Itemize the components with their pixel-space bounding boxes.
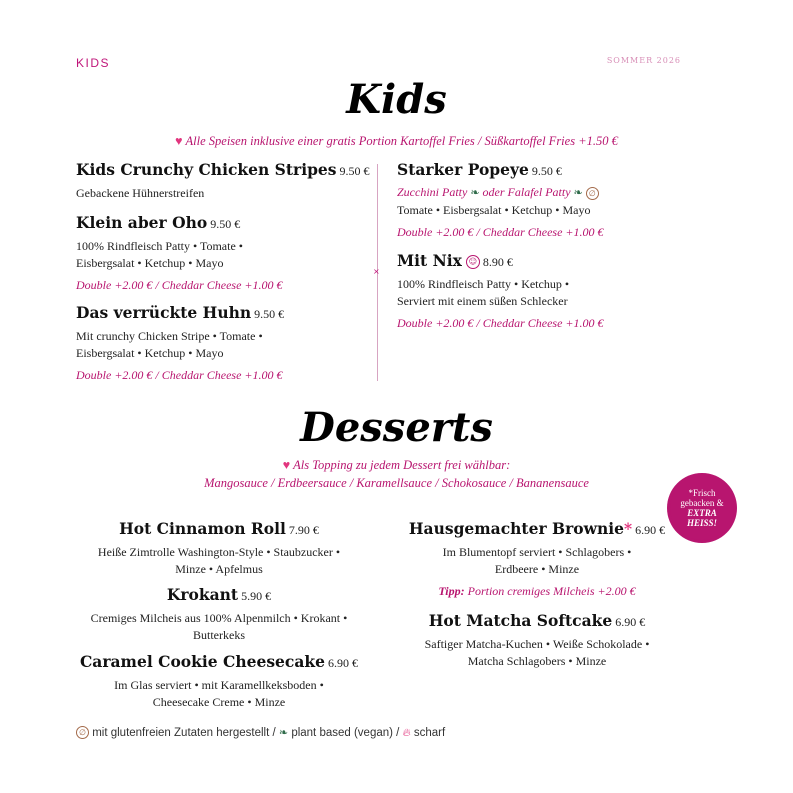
gluten-free-icon: ∅	[76, 726, 89, 739]
heart-icon: ♥	[282, 458, 291, 472]
section-label: KIDS	[76, 56, 111, 70]
item-price: 9.50 €	[531, 164, 562, 178]
item-price: 9.50 €	[210, 217, 241, 231]
item-price: 9.50 €	[339, 164, 370, 178]
season-label: SOMMER 2026	[606, 56, 681, 65]
item-name: Starker Popeye	[397, 160, 529, 179]
menu-item	[76, 160, 370, 202]
menu-item	[60, 652, 378, 711]
item-name: Hot Cinnamon Roll	[119, 519, 286, 538]
fresh-badge: *Frisch gebacken & EXTRA HEISS!	[670, 476, 734, 540]
menu-item	[76, 303, 284, 383]
item-name: Hausgemachter Brownie	[408, 519, 624, 538]
menu-item	[380, 611, 694, 670]
item-name: Caramel Cookie Cheesecake	[79, 652, 326, 671]
menu-item	[397, 251, 604, 331]
menu-item	[380, 519, 694, 599]
item-name: Krokant	[166, 585, 239, 604]
gluten-free-icon: ∅	[586, 187, 599, 200]
leaf-icon: ❧	[573, 187, 583, 199]
item-description: 100% Rindfleisch Patty • Ketchup • Serviert mit einem süßen Schlecker	[397, 277, 570, 308]
item-description: Saftiger Matcha-Kuchen • Weiße Schokolade • Matcha Schlagobers • Minze	[424, 637, 650, 668]
item-extras: Double +2.00 € / Cheddar Cheese +1.00 €	[76, 278, 283, 292]
item-extras: Double +2.00 € / Cheddar Cheese +1.00 €	[397, 225, 604, 239]
item-price: 7.90 €	[288, 523, 319, 537]
item-price: 8.90 €	[482, 255, 513, 269]
desserts-note: ♥ Als Topping zu jedem Dessert frei wählbar:	[282, 458, 511, 472]
menu-item	[60, 519, 378, 578]
menu-item	[76, 213, 283, 293]
item-description: Gebackene Hühnerstreifen	[76, 186, 205, 200]
item-extras: Double +2.00 € / Cheddar Cheese +1.00 €	[397, 316, 604, 330]
item-description: 100% Rindfleisch Patty • Tomate • Eisbergsalat • Ketchup • Mayo	[76, 239, 243, 270]
item-tip: Tipp: Portion cremiges Milcheis +2.00 €	[438, 584, 636, 598]
menu-item	[397, 160, 604, 240]
item-options: Zucchini Patty ❧ oder Falafel Patty ❧ ∅	[397, 185, 604, 200]
kids-note: ♥ Alle Speisen inklusive einer gratis Portion Kartoffel Fries / Süßkartoffel Fries +1.50 €	[175, 134, 618, 148]
item-description: Tomate • Eisbergsalat • Ketchup • Mayo	[397, 203, 591, 217]
item-name: Hot Matcha Softcake	[428, 611, 613, 630]
item-name: Klein aber Oho	[76, 213, 208, 232]
desserts-title: Desserts	[300, 404, 493, 451]
heart-icon: ♥	[175, 134, 183, 148]
item-name: Mit Nix	[397, 251, 462, 270]
fresh-marker: *	[623, 519, 633, 538]
smiley-icon: ☺	[466, 255, 480, 269]
item-name: Kids Crunchy Chicken Stripes	[76, 160, 337, 179]
flame-icon: 🔥︎	[402, 727, 411, 739]
leaf-icon: ❧	[470, 187, 480, 199]
item-price: 5.90 €	[241, 589, 272, 603]
item-price: 6.90 €	[635, 523, 666, 537]
leaf-icon: ❧	[278, 727, 289, 739]
item-description: Im Blumentopf serviert • Schlagobers • Erdbeere • Minze	[442, 545, 632, 576]
item-description: Mit crunchy Chicken Stripe • Tomate • Eisbergsalat • Ketchup • Mayo	[76, 329, 263, 360]
desserts-sauces: Mangosauce / Erdbeersauce / Karamellsauce / Schokosauce / Bananensauce	[204, 476, 589, 490]
item-price: 9.50 €	[254, 307, 285, 321]
kids-title: Kids	[346, 76, 447, 123]
divider-mark: ×	[373, 267, 380, 276]
item-description: Cremiges Milcheis aus 100% Alpenmilch • Krokant • Butterkeks	[90, 611, 348, 642]
item-price: 6.90 €	[615, 615, 646, 629]
menu-item	[60, 585, 378, 644]
item-extras: Double +2.00 € / Cheddar Cheese +1.00 €	[76, 368, 283, 382]
item-description: Im Glas serviert • mit Karamellkeksboden • Cheesecake Creme • Minze	[114, 678, 324, 709]
item-description: Heiße Zimtrolle Washington-Style • Staubzucker • Minze • Apfelmus	[97, 545, 341, 576]
item-name: Das verrückte Huhn	[76, 303, 252, 322]
legend: ∅ mit glutenfreien Zutaten hergestellt / ❧ plant based (vegan) / 🔥︎ scharf	[76, 726, 445, 740]
item-price: 6.90 €	[328, 656, 359, 670]
